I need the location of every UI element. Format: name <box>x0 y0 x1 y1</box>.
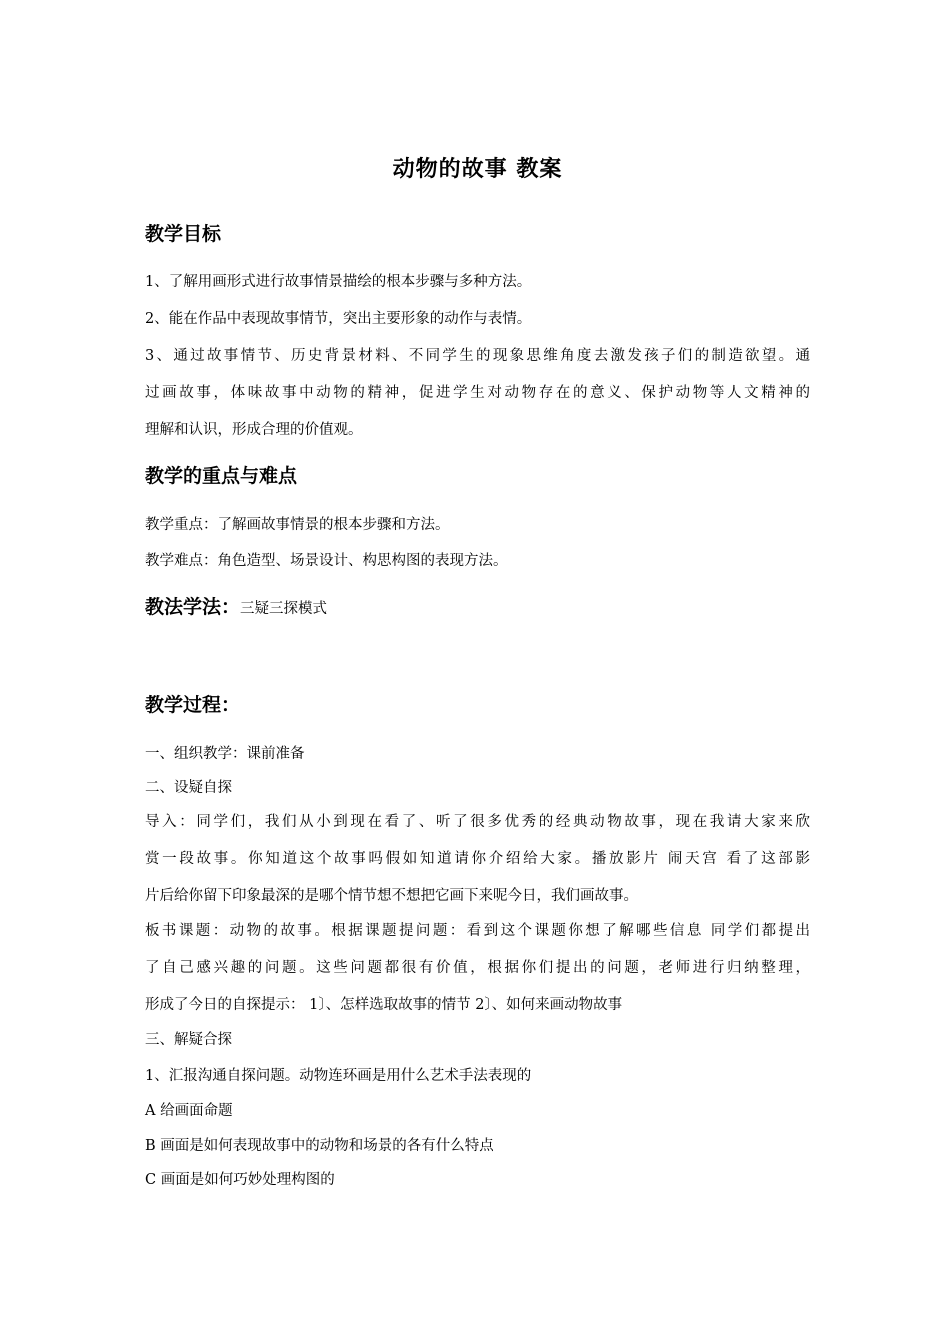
process-board-line-2: 了自己感兴趣的问题。这些问题都很有价值，根据你们提出的问题，老师进行归纳整理， <box>145 960 810 976</box>
process-heading: 教学过程： <box>145 694 241 716</box>
process-board-line-3: 形成了今日的自探提示： 1〕、怎样选取故事的情节 2〕、如何来画动物故事 <box>145 997 623 1013</box>
process-item-c: C 画面是如何巧妙处理构图的 <box>145 1172 335 1188</box>
document-title: 动物的故事 教案 <box>392 157 563 182</box>
goal-item-3-line-2: 过画故事，体味故事中动物的精神，促进学生对动物存在的意义、保护动物等人文精神的 <box>145 385 810 401</box>
goals-heading: 教学目标 <box>145 223 222 245</box>
focus-heading: 教学的重点与难点 <box>145 465 298 487</box>
process-intro <box>145 804 810 915</box>
process-report: 1、汇报沟通自探问题。动物连环画是用什么艺术手法表现的 <box>145 1068 532 1084</box>
goal-item-3-line-3: 理解和认识，形成合理的价值观。 <box>145 422 363 438</box>
process-item-a: A 给画面命题 <box>145 1103 233 1119</box>
process-step-2: 二、设疑自探 <box>145 780 232 796</box>
goal-item-1: 1、了解用画形式进行故事情景描绘的根本步骤与多种方法。 <box>145 274 532 290</box>
focus-key: 教学重点：了解画故事情景的根本步骤和方法。 <box>145 517 450 533</box>
goal-item-3-line-1: 3、通过故事情节、历史背景材料、不同学生的现象思维角度去激发孩子们的制造欲望。通 <box>145 348 810 364</box>
process-intro-line-2: 赏一段故事。你知道这个故事吗假如知道请你介绍给大家。播放影片 闹天宫 看了这部影 <box>145 851 810 867</box>
goal-item-2: 2、能在作品中表现故事情节，突出主要形象的动作与表情。 <box>145 311 532 327</box>
focus-difficulty: 教学难点：角色造型、场景设计、构思构图的表现方法。 <box>145 553 508 569</box>
process-step-1: 一、组织教学：课前准备 <box>145 746 305 762</box>
process-intro-line-1: 导入：同学们，我们从小到现在看了、听了很多优秀的经典动物故事，现在我请大家来欣 <box>145 814 810 830</box>
method-value: 三疑三探模式 <box>240 601 328 617</box>
goal-item-3 <box>145 338 810 449</box>
process-step-3: 三、解疑合探 <box>145 1032 232 1048</box>
process-board <box>145 913 810 1024</box>
process-board-line-1: 板书课题：动物的故事。根据课题提问题：看到这个课题你想了解哪些信息 同学们都提出 <box>145 923 810 939</box>
method-row <box>145 593 327 623</box>
process-item-b: B 画面是如何表现故事中的动物和场景的各有什么特点 <box>145 1138 494 1154</box>
process-intro-line-3: 片后给你留下印象最深的是哪个情节想不想把它画下来呢今日，我们画故事。 <box>145 888 638 904</box>
method-heading: 教法学法： <box>145 596 241 618</box>
